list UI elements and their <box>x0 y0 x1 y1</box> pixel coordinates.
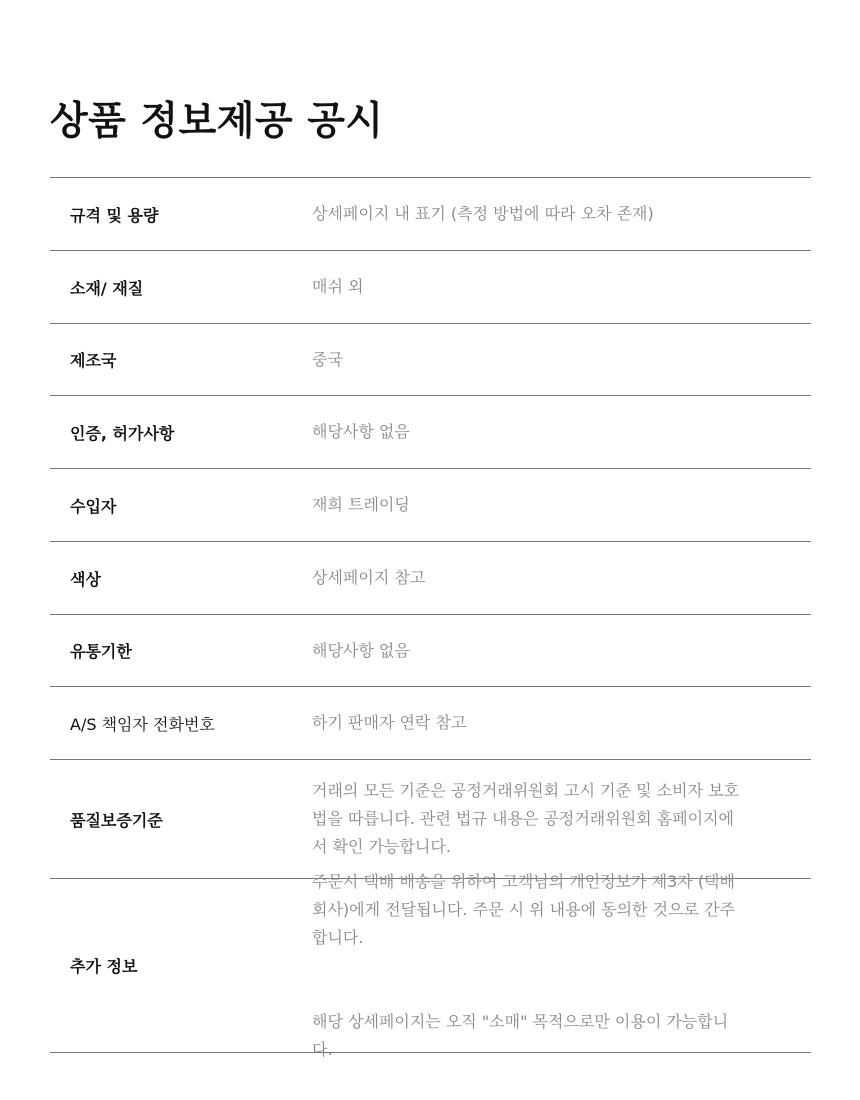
table-row <box>50 251 811 324</box>
extra-paragraph-1: 주문시 택배 배송을 위하여 고객님의 개인정보가 제3자 (택배 회사)에게 전달됩니다. 주문 시 위 내용에 동의한 것으로 간주 합니다. <box>312 871 735 947</box>
row-label-extra: 추가 정보 <box>70 957 138 976</box>
row-value-country: 중국 <box>312 349 343 369</box>
row-label-as-contact: A/S 책임자 전화번호 <box>70 714 215 734</box>
row-label-material: 소재/ 재질 <box>70 278 144 298</box>
row-value-size: 상세페이지 내 표기 (측정 방법에 따라 오차 존재) <box>312 204 654 223</box>
row-label-country: 제조국 <box>70 351 117 370</box>
extra-paragraph-2: 해당 상세페이지는 오직 "소매" 목적으로만 이용이 가능합니 다. <box>312 1011 729 1059</box>
row-label-expiry: 유통기한 <box>70 642 132 661</box>
table-row <box>50 469 811 542</box>
row-value-extra <box>312 840 811 1092</box>
row-value-expiry: 해당사항 없음 <box>312 640 410 660</box>
row-label-size: 규격 및 용량 <box>70 205 159 225</box>
table-row <box>50 178 811 251</box>
table-row <box>50 871 811 1059</box>
row-value-quality: 거래의 모든 기준은 공정거래위원회 고시 기준 및 소비자 보호 법을 따릅니다. 관련 법규 내용은 공정거래위원회 홈페이지에 서 확인 가능합니다. <box>312 781 740 856</box>
page-title: 상품 정보제공 공시 <box>50 99 384 144</box>
row-label-certification: 인증, 허가사항 <box>70 423 175 443</box>
row-value-importer: 재희 트레이딩 <box>312 495 410 514</box>
table-row <box>50 615 811 687</box>
row-value-color: 상세페이지 참고 <box>312 568 426 587</box>
row-value-material: 매쉬 외 <box>312 277 364 296</box>
row-value-certification: 해당사항 없음 <box>312 422 410 441</box>
table-row <box>50 687 811 760</box>
row-value-as-contact: 하기 판매자 연락 참고 <box>312 713 467 732</box>
row-label-color: 색상 <box>70 569 101 589</box>
row-label-quality: 품질보증기준 <box>70 810 163 830</box>
table-row <box>50 396 811 469</box>
product-info-table <box>50 177 811 1059</box>
table-row <box>50 542 811 615</box>
table-row <box>50 324 811 396</box>
row-label-importer: 수입자 <box>70 496 117 516</box>
